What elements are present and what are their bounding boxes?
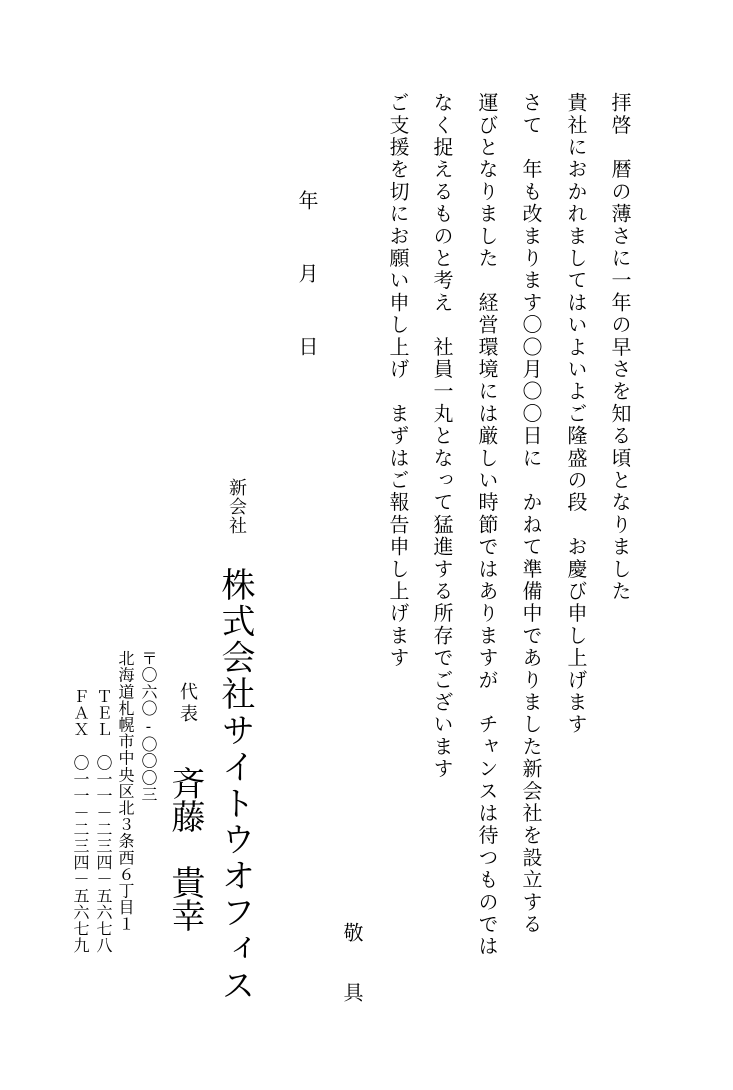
representative-name: 斉藤 貴幸	[165, 766, 205, 931]
body-line-6: ご支援を切にお願い申し上げ まずはご報告申し上げます	[386, 92, 410, 670]
company-name: 株式会社サイトウオフィス	[215, 567, 255, 1004]
representative-title: 代表	[177, 682, 198, 726]
tel-number: ＴＥＬ 〇一一－二三四－五六七八	[94, 688, 113, 954]
fax-number: ＦＡＸ 〇一一－二三四－五六七九	[71, 688, 90, 954]
date-month: 月	[295, 263, 319, 283]
date-day: 日	[295, 336, 319, 356]
body-line-1: 拝啓 暦の薄さに一年の早さを知る頃となりました	[608, 92, 632, 603]
body-line-5: なく捉えるものと考え 社員一丸となって猛進する所存でございます	[430, 92, 454, 781]
body-line-3: さて 年も改まります〇〇月〇〇日に かねて準備中でありました新会社を設立する	[519, 92, 543, 936]
postal-code: 〒〇六〇-〇〇〇三	[139, 650, 158, 803]
company-prefix: 新会社	[226, 478, 247, 535]
body-line-4: 運びとなりました 経営環境には厳しい時節ではありますが チャンスは待つものでは	[475, 92, 499, 958]
date-year: 年	[295, 190, 319, 210]
address: 北海道札幌市中央区北３条西６丁目１	[116, 650, 135, 933]
body-line-2: 貴社におかれましてはいよいよご隆盛の段 お慶び申し上げます	[564, 92, 588, 736]
closing-keigu: 敬 具	[340, 922, 364, 1012]
